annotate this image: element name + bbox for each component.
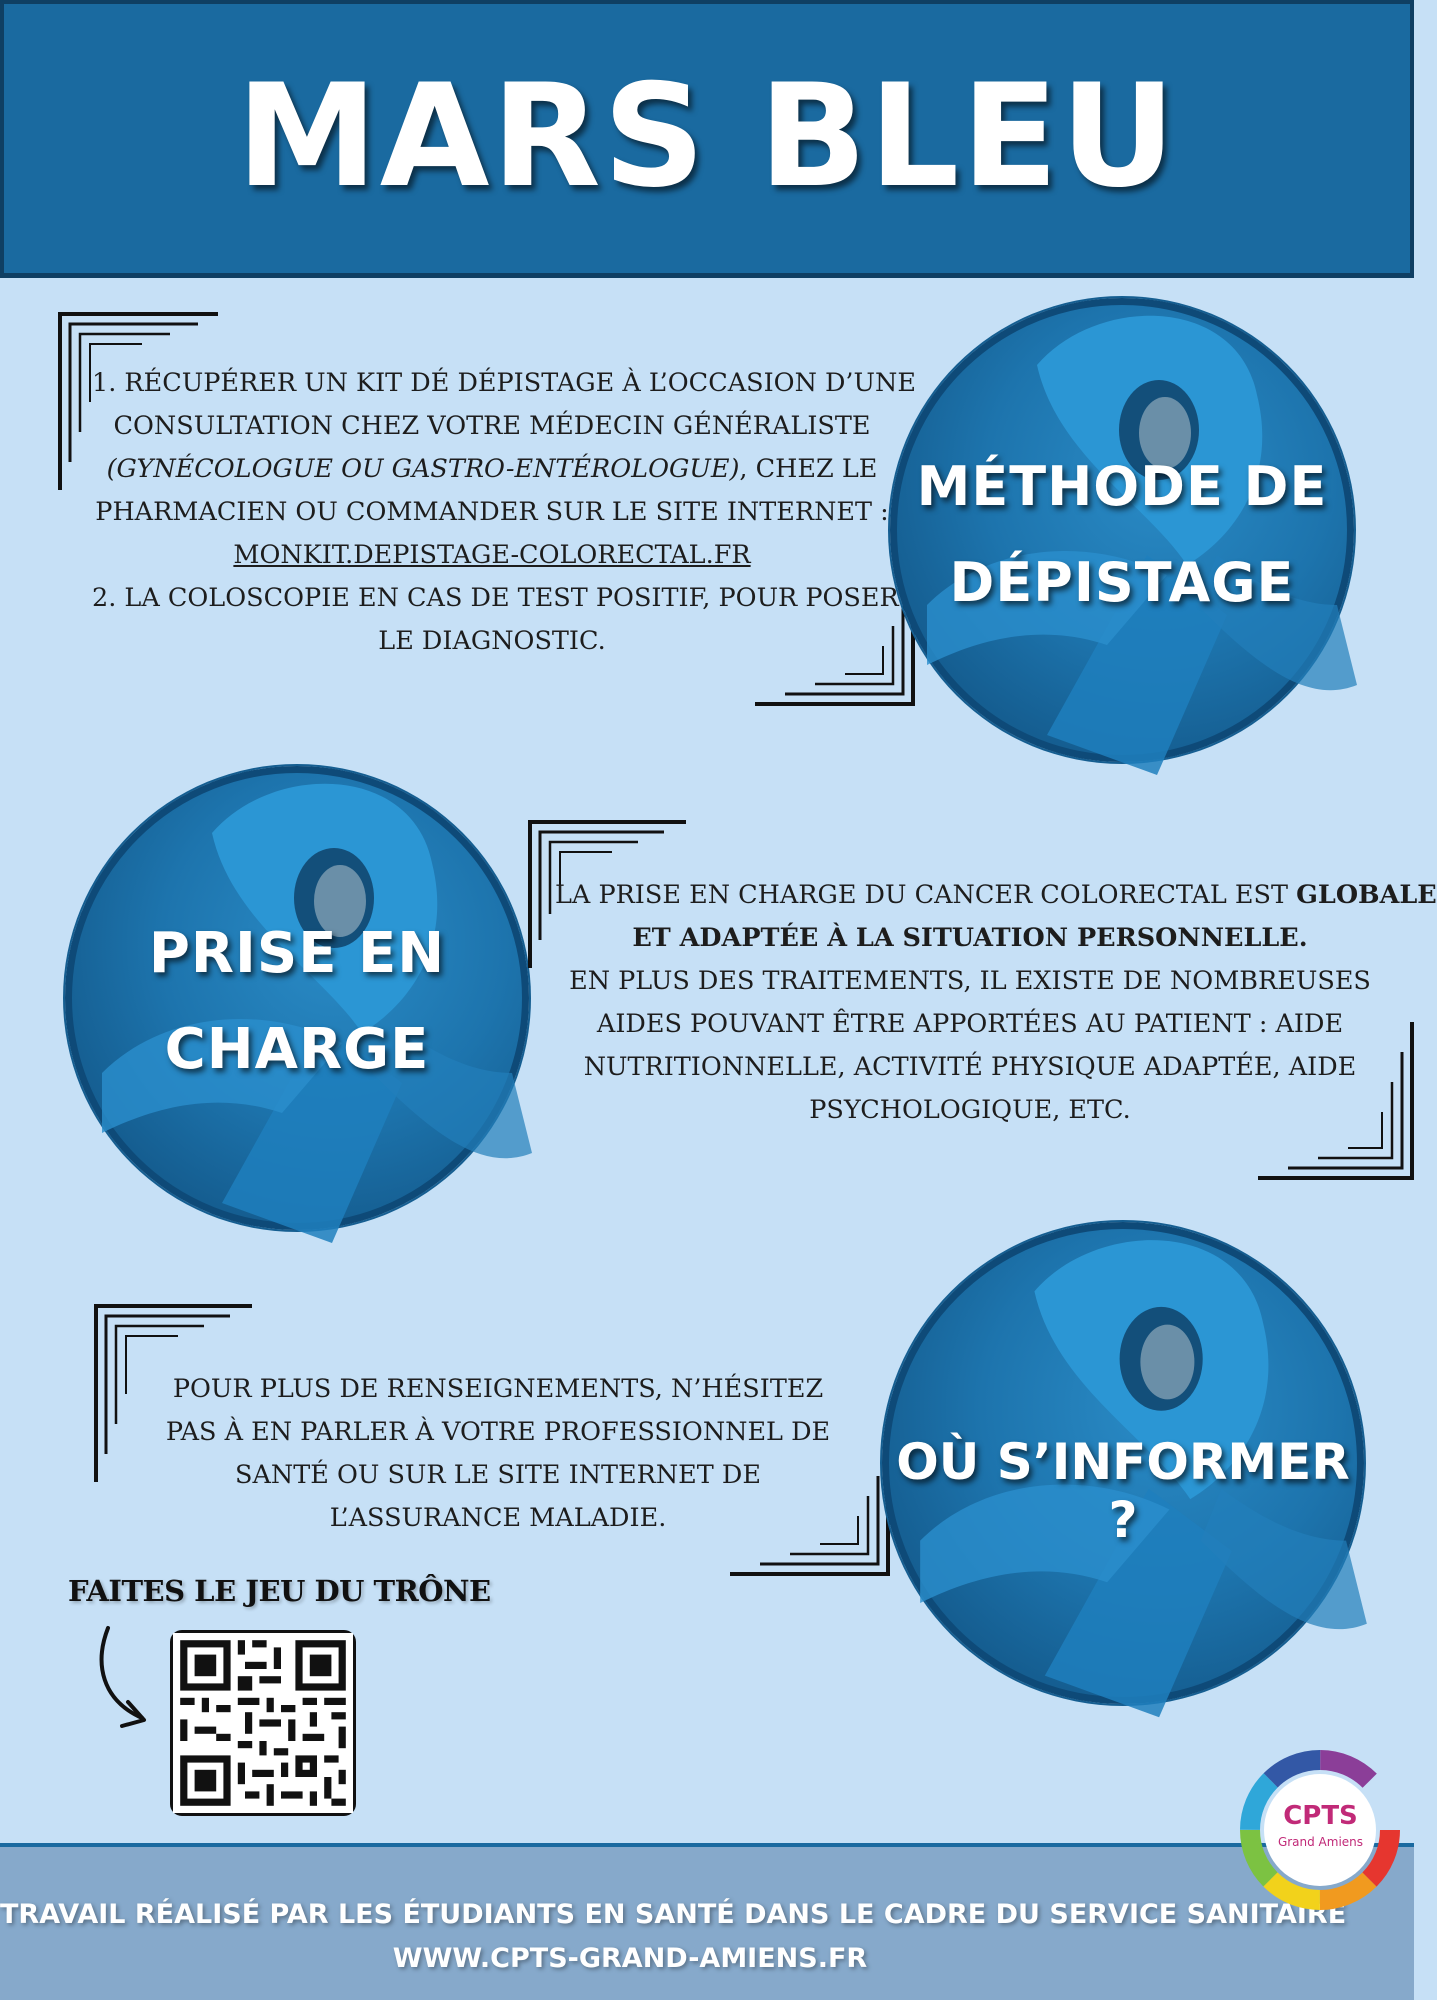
game-title: FAITES LE JEU DU TRÔNE [68,1574,491,1608]
text-line: POUR PLUS DE RENSEIGNEMENTS, N’HÉSITEZ [172,1374,824,1404]
care-text [555,874,1437,1132]
screening-method-circle [890,298,1354,762]
qr-code-icon [173,1633,353,1813]
cpts-logo [1243,1753,1398,1908]
text-line [92,448,892,491]
text-line: 2. LA COLOSCOPIE EN CAS DE TEST POSITIF, POUR POSER [92,583,899,613]
text-line: PSYCHOLOGIQUE, ETC. [809,1095,1131,1125]
circle-title: OÙ S’INFORMER ? [896,1433,1350,1549]
text-line: AIDES POUVANT ÊTRE APPORTÉES AU PATIENT : AIDE [596,1009,1344,1039]
screening-method-text [92,362,916,663]
circle-title-line: DÉPISTAGE [949,551,1295,614]
kit-order-link[interactable]: MONKIT.DEPISTAGE-COLORECTAL.FR [233,540,751,570]
arrow-icon [94,1624,154,1730]
circle-title-line: CHARGE [164,1017,430,1082]
qr-code[interactable] [170,1630,356,1816]
footer-website-link[interactable]: WWW.CPTS-GRAND-AMIENS.FR [392,1943,868,1974]
text-line: EN PLUS DES TRAITEMENTS, IL EXISTE DE NOMBREUSES [569,966,1371,996]
ribbon-icon [897,305,1361,769]
emphasis-text: GLOBALE [1296,880,1437,910]
circle-title-line: PRISE EN [148,921,446,986]
text-line: CONSULTATION CHEZ VOTRE MÉDECIN GÉNÉRALISTE [113,411,871,441]
header-banner [0,0,1414,278]
emphasis-text: ET ADAPTÉE À LA SITUATION PERSONNELLE. [632,923,1308,953]
footer [0,1843,1414,2000]
text-fragment: LA PRISE EN CHARGE DU CANCER COLORECTAL EST [555,880,1297,910]
information-circle [882,1222,1364,1704]
care-circle [65,766,529,1230]
text-line: LE DIAGNOSTIC. [378,626,606,656]
ribbon-icon [72,773,536,1237]
footer-credit: TRAVAIL RÉALISÉ PAR LES ÉTUDIANTS EN SANTÉ DANS LE CADRE DU SERVICE SANITAIRE [0,1899,1347,1930]
text-line: L’ASSURANCE MALADIE. [329,1503,667,1533]
text-line: SANTÉ OU SUR LE SITE INTERNET DE [235,1460,761,1490]
logo-subtitle: Grand Amiens [1277,1835,1364,1849]
text-line: 1. RÉCUPÉRER UN KIT DÉ DÉPISTAGE À L’OCCASION D’UNE [92,368,916,398]
logo-name: CPTS [1283,1801,1358,1831]
page-title: MARS BLEU [236,54,1178,219]
information-text [118,1368,878,1540]
specialists-text: (GYNÉCOLOGUE OU GASTRO-ENTÉROLOGUE) [106,454,740,484]
text-line [555,874,1437,917]
text-line: PHARMACIEN OU COMMANDER SUR LE SITE INTERNET : [95,497,889,527]
text-line: NUTRITIONNELLE, ACTIVITÉ PHYSIQUE ADAPTÉE, AIDE [583,1052,1357,1082]
text-fragment: , CHEZ LE [739,454,878,484]
circle-title-line: MÉTHODE DE [916,455,1328,518]
text-line: PAS À EN PARLER À VOTRE PROFESSIONNEL DE [165,1417,831,1447]
